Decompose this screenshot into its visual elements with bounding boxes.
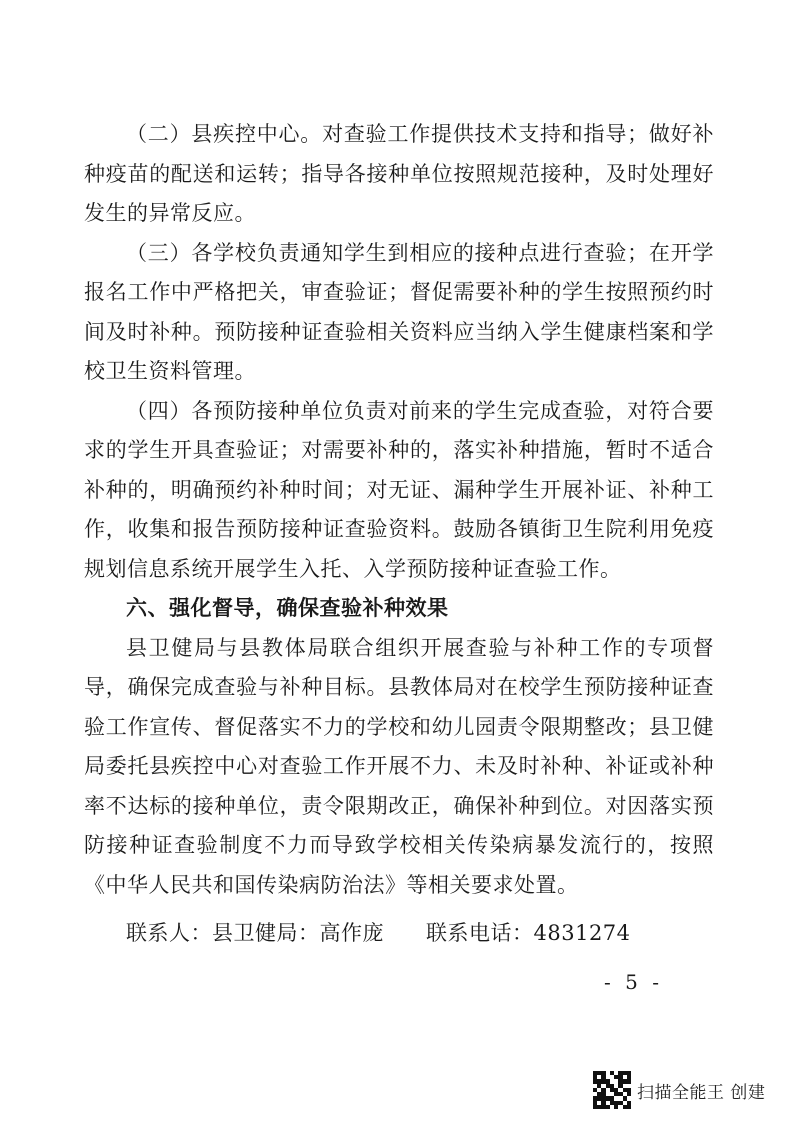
watermark-text: 扫描全能王 创建 xyxy=(637,1082,766,1103)
paragraph-schools: （三）各学校负责通知学生到相应的接种点进行查验；在开学报名工作中严格把关，审查验证；督促需要补种的学生按照预约时间及时补种。预防接种证查验相关资料应当纳入学生健康档案和学校卫生资料管理。 xyxy=(84,240,714,383)
section-heading-supervision: 六、强化督导，确保查验补种效果 xyxy=(126,596,449,620)
contact-phone-label: 联系电话： xyxy=(426,921,534,945)
paragraph-county-cdc: （二）县疾控中心。对查验工作提供技术支持和指导；做好补种疫苗的配送和运转；指导各接种单位按照规范接种，及时处理好发生的异常反应。 xyxy=(84,122,714,225)
document-body xyxy=(84,115,714,905)
contact-phone-number: 4831274 xyxy=(533,921,631,945)
contact-line xyxy=(126,918,631,948)
paragraph-supervision: 县卫健局与县教体局联合组织开展查验与补种工作的专项督导，确保完成查验与补种目标。县教体局对在校学生预防接种证查验工作宣传、督促落实不力的学校和幼儿园责令限期整改；县卫健局委托县疾控中心对查验工作开展不力、未及时补种、补证或补种率不达标的接种单位，责令限期改正，确保补种到位。对因落实预防接种证查验制度不力而导致学校相关传染病暴发流行的，按照《中华人民共和国传染病防治法》等相关要求处置。 xyxy=(84,635,714,897)
contact-person: 联系人：县卫健局：高作庞 xyxy=(126,921,384,945)
qr-code-icon xyxy=(593,1071,631,1109)
scanner-watermark xyxy=(593,1070,765,1110)
page-number: - 5 - xyxy=(604,970,663,994)
paragraph-vaccination-units: （四）各预防接种单位负责对前来的学生完成查验，对符合要求的学生开具查验证；对需要补种的，落实补种措施，暂时不适合补种的，明确预约补种时间；对无证、漏种学生开展补证、补种工作，收集和报告预防接种证查验资料。鼓励各镇街卫生院利用免疫规划信息系统开展学生入托、入学预防接种证查验工作。 xyxy=(84,398,714,581)
